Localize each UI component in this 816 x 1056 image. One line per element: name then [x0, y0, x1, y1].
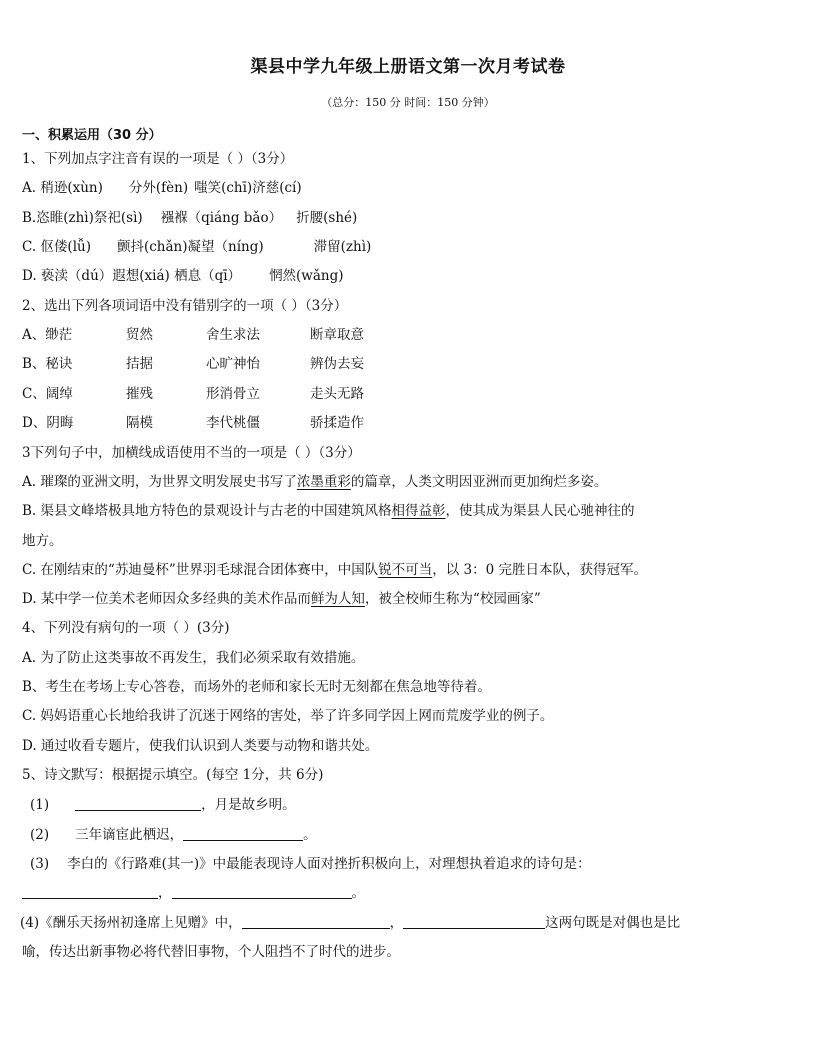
- q2-b-word1: B、秘诀: [22, 356, 73, 372]
- section-heading: 一、积累运用（30 分）: [22, 128, 162, 143]
- q3-option-a: [22, 472, 802, 492]
- q5-blank-1[interactable]: [75, 796, 201, 811]
- q5-item-3-comma: ，: [158, 885, 172, 901]
- q5-item-3-text: 李白的《行路难(其一)》中最能表现诗人面对挫折积极向上，对理想执着追求的诗句是：: [67, 856, 591, 872]
- q1-c-part3: 滞留(zhì): [313, 239, 372, 255]
- q5-item-4: [20, 913, 800, 933]
- q5-item-3: [30, 854, 810, 874]
- q1-option-b: [22, 208, 802, 228]
- page-title: 渠县中学九年级上册语文第一次月考试卷: [250, 57, 566, 77]
- q3-c-post: ，以 3：0 完胜日本队，获得冠军。: [432, 562, 647, 578]
- q4-stem: 4、下列没有病句的一项（ ）(3分): [22, 620, 230, 636]
- q1-b-part3: 折腰(shé): [296, 210, 358, 226]
- q5-item-4-post: 这两句既是对偶也是比: [545, 915, 681, 931]
- q2-a-word2: 贸然: [126, 327, 153, 343]
- q2-c-word4: 走头无路: [310, 386, 364, 402]
- q1-c-part2: 颤抖(chǎn)凝望（níng): [116, 239, 264, 255]
- q4-option-c: C. 妈妈语重心长地给我讲了沉迷于网络的害处，举了许多同学因上网而荒废学业的例子。: [22, 708, 554, 724]
- q3-a-pre: A. 璀璨的亚洲文明，为世界文明发展史书写了: [22, 474, 297, 490]
- q2-stem: 2、选出下列各项词语中没有错别字的一项（ ）（3分）: [22, 298, 348, 314]
- q5-blank-2[interactable]: [183, 826, 303, 841]
- q3-c-pre: C. 在刚结束的“苏迪曼杯”世界羽毛球混合团体赛中，中国队: [22, 562, 379, 578]
- q1-c-part1: C. 伛偻(lǚ): [22, 239, 91, 255]
- q3-b-pre: B. 渠县文峰塔极具地方特色的景观设计与古老的中国建筑风格: [22, 503, 392, 519]
- q3-d-idiom: 鲜为人知: [310, 591, 365, 607]
- q3-c-idiom: 锐不可当: [378, 562, 433, 578]
- q3-d-pre: D. 某中学一位美术老师因众多经典的美术作品而: [22, 591, 311, 607]
- q3-a-idiom: 浓墨重彩: [296, 474, 351, 490]
- q5-item-3-end: 。: [351, 885, 365, 901]
- q5-item-3-number: (3): [30, 856, 50, 872]
- q2-c-word3: 形消骨立: [206, 386, 260, 402]
- q3-stem: 3下列句子中，加横线成语使用不当的一项是（ ）（3分）: [22, 445, 361, 461]
- q5-item-2: [30, 825, 810, 845]
- q5-item-1-text: ，月是故乡明。: [201, 797, 296, 813]
- q2-d-word3: 李代桃僵: [206, 415, 260, 431]
- q3-b-post: ，使其成为渠县人民心驰神往的: [445, 503, 635, 519]
- q4-option-d: D. 通过收看专题片，使我们认识到人类要与动物和谐共处。: [22, 738, 379, 754]
- q5-item-4-pre: (4)《酬乐天扬州初逢席上见赠》中，: [20, 915, 242, 931]
- page-subtitle: （总分：150 分 时间：150 分钟）: [321, 96, 495, 109]
- q1-a-part1: A. 稍逊(xùn): [22, 180, 103, 196]
- q5-item-2-text: 三年谪宦此栖迟，: [75, 827, 184, 843]
- q5-item-4-cont: 喻，传达出新事物必将代替旧事物，个人阻挡不了时代的进步。: [22, 944, 400, 960]
- q5-blank-3b[interactable]: [172, 884, 352, 899]
- q1-d-part2: 惘然(wǎng): [269, 268, 344, 284]
- q5-item-1: [30, 795, 810, 815]
- q4-option-b: B、考生在考场上专心答卷，而场外的老师和家长无时无刻都在焦急地等待着。: [22, 679, 491, 695]
- q2-b-word2: 拮据: [126, 356, 153, 372]
- q5-blank-4b[interactable]: [403, 914, 545, 929]
- q5-item-2-number: (2): [30, 827, 50, 843]
- q1-d-part1: D. 亵渎（dú）遐想(xiá) 栖息（qī）: [22, 268, 242, 284]
- q3-option-d: [22, 589, 802, 609]
- q3-a-post: 的篇章，人类文明因亚洲而更加绚烂多姿。: [350, 474, 608, 490]
- q3-option-b-cont: 地方。: [22, 533, 63, 549]
- q5-item-2-end: 。: [303, 827, 317, 843]
- q1-stem: 1、下列加点字注音有误的一项是（ ）（3分）: [22, 151, 294, 167]
- q1-b-part2: 襁褓（qiáng bǎo）: [160, 210, 283, 226]
- q2-a-word1: A、缈茫: [22, 327, 73, 343]
- q3-b-idiom: 相得益彰: [391, 503, 446, 519]
- q2-d-word1: D、阴晦: [22, 415, 74, 431]
- q5-item-4-comma: ，: [389, 915, 404, 931]
- q1-a-part2: 分外(fèn): [128, 180, 189, 196]
- q5-stem: 5、诗文默写：根据提示填空。(每空 1分，共 6分): [22, 767, 324, 783]
- q5-item-1-number: (1): [30, 797, 50, 813]
- q5-blank-3a[interactable]: [22, 884, 158, 899]
- q2-b-word4: 辨伪去妄: [310, 356, 364, 372]
- q1-b-part1: B.恣睢(zhì)祭祀(sì): [22, 210, 143, 226]
- q3-d-post: ，被全校师生称为“校园画家”: [364, 591, 541, 607]
- q1-option-c: [22, 237, 802, 257]
- q1-option-a: [22, 178, 802, 198]
- q5-blank-4a[interactable]: [242, 914, 390, 929]
- q2-b-word3: 心旷神怡: [206, 356, 260, 372]
- q2-a-word4: 断章取意: [310, 327, 364, 343]
- q2-d-word4: 骄揉造作: [310, 415, 364, 431]
- q1-a-part3: 嗤笑(chī)济慈(cí): [194, 180, 302, 196]
- q1-option-d: [22, 266, 802, 286]
- q2-c-word2: 摧残: [126, 386, 153, 402]
- q3-option-c: [22, 560, 802, 580]
- q2-c-word1: C、阔绰: [22, 386, 73, 402]
- q5-item-3-answers: [22, 883, 802, 903]
- q2-a-word3: 舍生求法: [206, 327, 260, 343]
- q2-d-word2: 隔模: [126, 415, 153, 431]
- q3-option-b: [22, 501, 802, 521]
- q4-option-a: A. 为了防止这类事故不再发生，我们必须采取有效措施。: [22, 650, 365, 666]
